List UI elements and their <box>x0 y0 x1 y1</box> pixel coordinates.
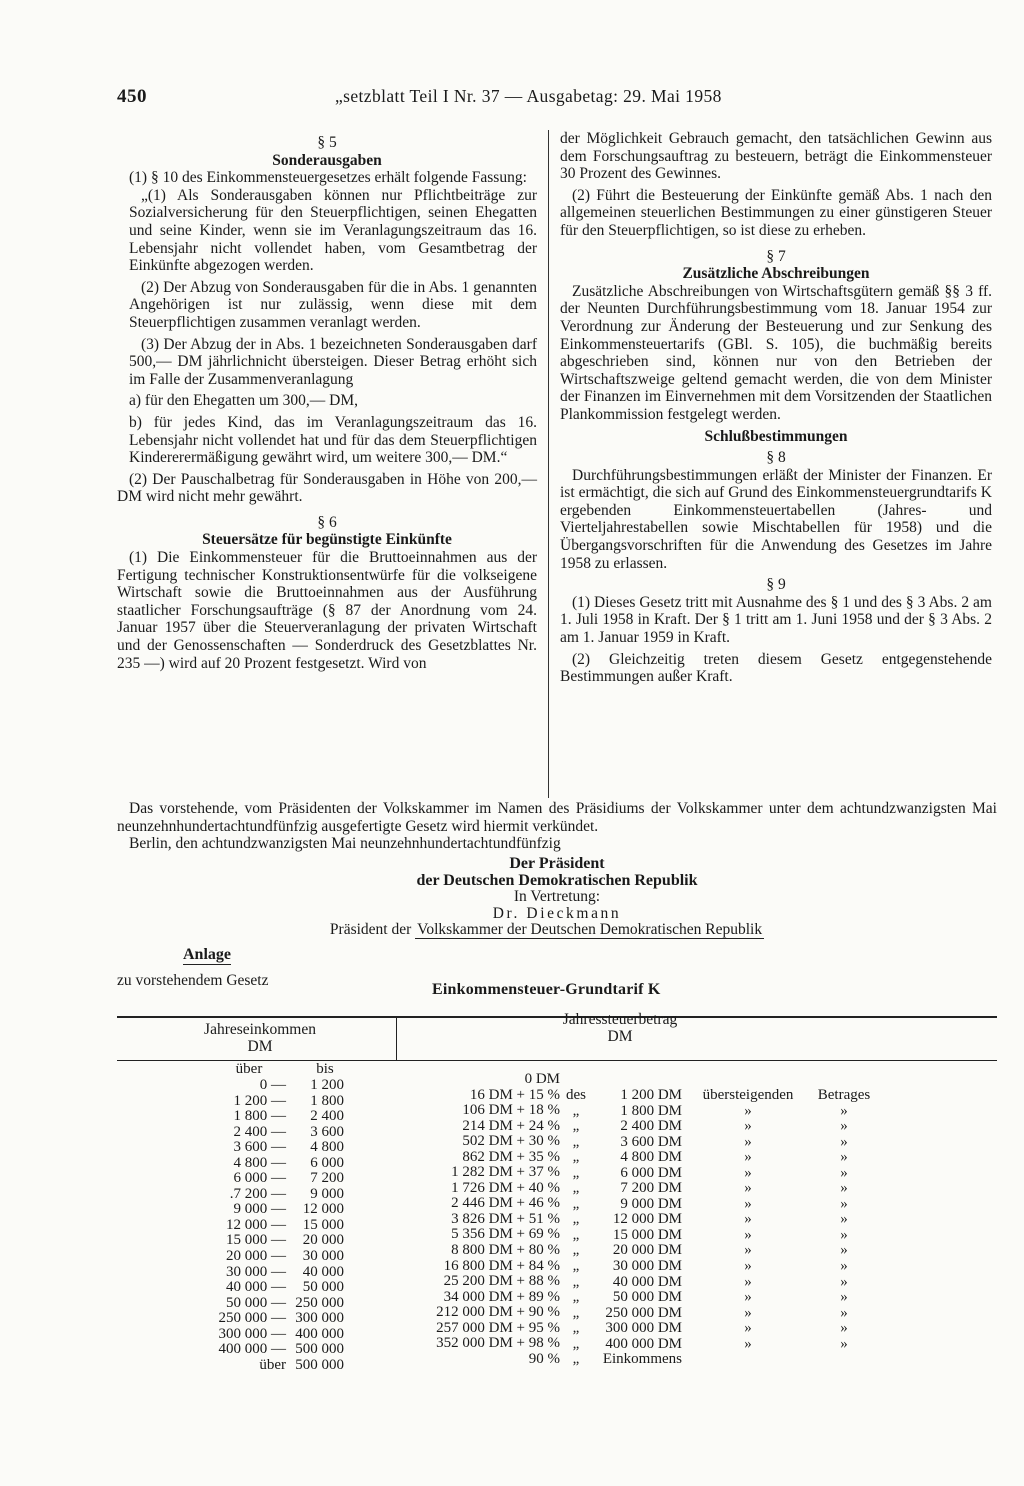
table-des-cell-14: „ <box>572 1289 580 1306</box>
section-5-title: Sonderausgaben <box>272 151 382 169</box>
table-to-cell-11: 30 000 <box>302 1248 344 1265</box>
left-column <box>117 134 537 672</box>
table-des-cell-1: des <box>566 1087 586 1103</box>
table-base-cell-15: 212 000 DM + 90 % <box>436 1304 560 1321</box>
table-tail2-cell-9: » <box>840 1211 848 1228</box>
table-from-cell-4: 3 600 — <box>233 1139 286 1156</box>
table-des-cell-2: „ <box>572 1102 580 1119</box>
promulgation-place-date: Berlin, den achtundzwanzigsten Mai neunzehnhundertachtundfünfzig <box>129 835 561 853</box>
table-tail1-cell-8: » <box>744 1195 752 1212</box>
table-to-cell-6: 7 200 <box>310 1170 344 1187</box>
section-7-number: § 7 <box>766 247 786 265</box>
table-from-cell-13: 40 000 — <box>226 1279 286 1296</box>
table-tail1-cell-15: » <box>744 1304 752 1321</box>
table-amount-cell-8: 9 000 DM <box>620 1195 682 1212</box>
table-base-cell-4: 502 DM + 30 % <box>462 1133 560 1150</box>
table-base-cell-17: 352 000 DM + 98 % <box>436 1335 560 1352</box>
quoted-paragraph-2: (2) Der Abzug von Sonderausgaben für die in Abs. 1 genannten Angehörigen ist nur zulässig, wenn diese mit dem Steuerpflichtigen zusammen veranlagt werden. <box>129 278 537 331</box>
table-base-cell-6: 1 282 DM + 37 % <box>451 1164 560 1181</box>
table-base-cell-7: 1 726 DM + 40 % <box>451 1179 560 1196</box>
table-base-cell-3: 214 DM + 24 % <box>462 1117 560 1134</box>
table-tail2-cell-14: » <box>840 1289 848 1306</box>
table-tail1-cell-11: » <box>744 1242 752 1259</box>
table-to-cell-16: 400 000 <box>295 1325 344 1342</box>
table-tail2-cell-11: » <box>840 1242 848 1259</box>
table-tail2-cell-10: » <box>840 1226 848 1243</box>
table-column-to <box>290 1078 344 1373</box>
table-tail2-cell-12: » <box>840 1258 848 1275</box>
table-base-cell-2: 106 DM + 18 % <box>462 1102 560 1119</box>
section-7-paragraph: Zusätzliche Abschreibungen von Wirtschaftsgütern gemäß §§ 3 ff. der Neunten Durchführungsbestimmung vom 18. Januar 1954 zur Verordnung zur Änderung der Besteuerung und zur Senkung des Einkommensteuertarifs (GBl. S. 105), die buchmäßig bereits abgeschrieben sind, können nur von den Betrieben der Wirtschaftszweige geltend gemacht werden, die von dem Minister der Finanzen im Einvernehmen mit dem Vorsitzenden der Staatlichen Plankommission festgelegt werden. <box>560 282 992 423</box>
table-to-cell-4: 4 800 <box>310 1139 344 1156</box>
table-tail1-cell-4: » <box>744 1133 752 1150</box>
table-from-cell-5: 4 800 — <box>233 1154 286 1171</box>
table-base-cell-10: 5 356 DM + 69 % <box>451 1226 560 1243</box>
signature-office <box>107 922 987 939</box>
table-des-cell-3: „ <box>572 1118 580 1135</box>
table-base-cell-1: 16 DM + 15 % <box>469 1086 560 1103</box>
signature-line-1: Der Präsident <box>509 855 605 872</box>
table-des-cell-7: „ <box>572 1180 580 1197</box>
section-6-title: Steuersätze für begünstigte Einkünfte <box>202 531 452 549</box>
table-base-cell-9: 3 826 DM + 51 % <box>451 1210 560 1227</box>
table-tail1-cell-13: » <box>744 1273 752 1290</box>
table-des-cell-16: „ <box>572 1320 580 1337</box>
table-from-cell-17: 400 000 — <box>218 1341 286 1358</box>
table-tail1-cell-7: » <box>744 1180 752 1197</box>
table-tail1-cell-17: » <box>744 1335 752 1352</box>
table-from-cell-0: 0 — <box>259 1077 286 1093</box>
table-tail1-cell-14: » <box>744 1289 752 1306</box>
table-base-cell-0: 0 DM <box>524 1071 560 1087</box>
table-amount-cell-13: 40 000 DM <box>612 1273 682 1290</box>
table-amount-cell-6: 6 000 DM <box>620 1164 682 1181</box>
table-from-cell-9: 12 000 — <box>226 1216 286 1233</box>
column-divider <box>548 130 549 798</box>
section-9-paragraph-1: (1) Dieses Gesetz tritt mit Ausnahme des § 1 und des § 3 Abs. 2 am 1. Juli 1958 in Kraft. Der § 1 tritt am 1. Juni 1958 und der § 3 Abs. 2 am 1. Januar 1959 in Kraft. <box>560 593 992 647</box>
table-to-cell-15: 300 000 <box>295 1310 344 1327</box>
table-column-des <box>562 1088 590 1368</box>
signature-line-2: der Deutschen Demokratischen Republik <box>416 871 698 889</box>
table-tail2-cell-3: » <box>840 1118 848 1135</box>
table-from-cell-8: 9 000 — <box>233 1201 286 1218</box>
annex-title: Anlage <box>183 946 231 963</box>
section-6-continued: der Möglichkeit Gebrauch gemacht, den tatsächlichen Gewinn aus dem Forschungsauftrag zu besteuern, beträgt die Einkommensteuer 30 Prozent des Gewinnes. <box>560 130 992 183</box>
section-7-title: Zusätzliche Abschreibungen <box>682 265 870 283</box>
table-to-cell-17: 500 000 <box>295 1341 344 1358</box>
table-amount-cell-1: 1 200 DM <box>620 1087 682 1103</box>
table-amount-cell-2: 1 800 DM <box>620 1102 682 1119</box>
table-column-rule <box>396 1017 397 1061</box>
table-tail2-cell-1: Betrages <box>817 1087 871 1103</box>
table-tail1-cell-12: » <box>744 1258 752 1275</box>
table-amount-cell-3: 2 400 DM <box>620 1118 682 1135</box>
table-amount-cell-11: 20 000 DM <box>612 1242 682 1259</box>
table-from-cell-2: 1 800 — <box>233 1108 286 1125</box>
signature-office-prefix: Präsident der <box>329 921 412 938</box>
signature-name: Dr. Dieckmann <box>492 904 622 922</box>
table-tail1-cell-2: » <box>744 1102 752 1119</box>
quoted-paragraph-1: „(1) Als Sonderausgaben können nur Pflichtbeiträge zur Sozialversicherung für den Steuerpflichtigen, seinen Ehegatten und seine Kinder, wenn sie im Veranlagungszeitraum das 16. Lebensjahr nicht vollendet haben, vom Gesamtbetrag der Einkünfte abgezogen werden. <box>129 186 537 275</box>
table-tail2-cell-18 <box>808 1352 880 1368</box>
header-title: „setzblatt Teil I Nr. 37 — Ausgabetag: 29. Mai 1958 <box>335 86 722 106</box>
table-tail2-cell-17: » <box>840 1335 848 1352</box>
table-from-cell-14: 50 000 — <box>226 1294 286 1311</box>
table-amount-cell-12: 30 000 DM <box>612 1258 682 1275</box>
table-tail2-cell-13: » <box>840 1273 848 1290</box>
table-base-cell-12: 16 800 DM + 84 % <box>443 1257 560 1274</box>
signature-block <box>117 856 997 939</box>
table-column-base <box>390 1072 560 1367</box>
table-base-cell-5: 862 DM + 35 % <box>462 1148 560 1165</box>
table-to-cell-8: 12 000 <box>302 1201 344 1218</box>
table-des-cell-8: „ <box>572 1195 580 1212</box>
table-amount-cell-14: 50 000 DM <box>612 1289 682 1306</box>
table-column-tail-2 <box>808 1088 880 1368</box>
table-des-cell-18: „ <box>572 1351 580 1368</box>
table-amount-cell-10: 15 000 DM <box>612 1226 682 1243</box>
table-from-cell-1: 1 200 — <box>233 1092 286 1109</box>
page-header <box>117 88 997 110</box>
table-base-cell-13: 25 200 DM + 88 % <box>443 1273 560 1290</box>
table-tail2-cell-16: » <box>840 1320 848 1337</box>
table-base-cell-11: 8 800 DM + 80 % <box>451 1242 560 1259</box>
table-to-cell-5: 6 000 <box>310 1154 344 1171</box>
table-base-cell-8: 2 446 DM + 46 % <box>451 1195 560 1212</box>
table-from-cell-16: 300 000 — <box>218 1325 286 1342</box>
table-des-cell-10: „ <box>572 1226 580 1243</box>
promulgation <box>117 800 997 853</box>
table-tail2-cell-4: » <box>840 1133 848 1150</box>
table-des-cell-5: „ <box>572 1149 580 1166</box>
table-des-cell-17: „ <box>572 1335 580 1352</box>
section-5-paragraph-1: (1) § 10 des Einkommensteuergesetzes erhält folgende Fassung: <box>129 169 527 187</box>
section-9-paragraph-2: (2) Gleichzeitig treten diesem Gesetz entgegenstehende Bestimmungen außer Kraft. <box>560 650 992 686</box>
quoted-item-b: b) für jedes Kind, das im Veranlagungszeitraum das 16. Lebensjahr nicht vollendet hat und für das dem Steuerpflichtigen Kindererermäßigung gewährt wird, um weitere 300,— DM.“ <box>129 413 537 467</box>
table-tail1-cell-16: » <box>744 1320 752 1337</box>
table-label-ueber: über <box>235 1061 263 1077</box>
table-amount-cell-16: 300 000 DM <box>605 1320 682 1337</box>
section-5-quoted-text <box>117 187 537 467</box>
table-des-cell-11: „ <box>572 1242 580 1259</box>
section-8-number: § 8 <box>766 449 786 467</box>
final-provisions-title: Schlußbestimmungen <box>704 427 848 445</box>
table-tail1-cell-3: » <box>744 1118 752 1135</box>
table-tail2-cell-15: » <box>840 1304 848 1321</box>
table-from-cell-7: .7 200 — <box>229 1185 286 1202</box>
table-tail2-cell-2: » <box>840 1102 848 1119</box>
table-tail2-cell-8: » <box>840 1195 848 1212</box>
table-tail1-cell-6: » <box>744 1164 752 1181</box>
table-from-cell-12: 30 000 — <box>226 1263 286 1280</box>
table-from-cell-6: 6 000 — <box>233 1170 286 1187</box>
page-number: 450 <box>117 86 147 107</box>
table-tail1-cell-9: » <box>744 1211 752 1228</box>
table-amount-cell-4: 3 600 DM <box>620 1133 682 1150</box>
table-base-cell-16: 257 000 DM + 95 % <box>436 1319 560 1336</box>
table-amount-cell-9: 12 000 DM <box>612 1211 682 1228</box>
table-from-cell-3: 2 400 — <box>233 1123 286 1140</box>
right-column <box>560 130 992 686</box>
table-from-cell-15: 250 000 — <box>218 1310 286 1327</box>
table-tail1-cell-18 <box>688 1352 808 1368</box>
table-to-cell-12: 40 000 <box>302 1263 344 1280</box>
table-to-cell-14: 250 000 <box>295 1294 344 1311</box>
table-to-cell-0: 1 200 <box>310 1077 344 1093</box>
table-des-cell-4: „ <box>572 1133 580 1150</box>
table-column-from <box>180 1078 286 1373</box>
table-amount-cell-17: 400 000 DM <box>605 1335 682 1352</box>
table-header-income: Jahreseinkommen DM <box>204 1021 316 1055</box>
signature-line-3: In Vertretung: <box>513 888 601 905</box>
table-header-tax: Jahressteuerbetrag DM <box>562 1011 678 1045</box>
section-5-number: § 5 <box>317 134 337 151</box>
table-from-cell-11: 20 000 — <box>226 1248 286 1265</box>
section-9-number: § 9 <box>766 576 786 594</box>
table-tail2-cell-7: » <box>840 1180 848 1197</box>
table-tail1-cell-1: übersteigenden <box>702 1087 794 1103</box>
table-des-cell-13: „ <box>572 1273 580 1290</box>
table-to-cell-10: 20 000 <box>302 1232 344 1249</box>
table-to-cell-3: 3 600 <box>310 1123 344 1140</box>
section-5-paragraph-2: (2) Der Pauschalbetrag für Sonderausgaben in Höhe von 200,— DM wird nicht mehr gewährt. <box>117 470 537 506</box>
table-tail1-cell-10: » <box>744 1226 752 1243</box>
table-amount-cell-7: 7 200 DM <box>620 1180 682 1197</box>
section-6-paragraph-2: (2) Führt die Besteuerung der Einkünfte gemäß Abs. 1 nach den allgemeinen steuerlichen Bestimmungen zu einer günstigeren Steuer für den Steuerpflichtigen, so ist diese zu erheben. <box>560 186 992 239</box>
promulgation-text: Das vorstehende, vom Präsidenten der Volkskammer im Namen des Präsidiums der Volkskammer unter dem achtundzwanzigsten Mai neunzehnhundertachtundfünfzig ausgefertigte Gesetz wird hiermit verkündet. <box>117 800 997 835</box>
signature-office-body: Volkskammer der Deutschen Demokratischen Republik <box>417 921 763 938</box>
table-column-amount <box>590 1088 682 1368</box>
table-des-cell-12: „ <box>572 1258 580 1275</box>
table-base-cell-14: 34 000 DM + 89 % <box>443 1288 560 1305</box>
section-6-number: § 6 <box>317 513 337 531</box>
section-8-paragraph: Durchführungsbestimmungen erläßt der Minister der Finanzen. Er ist ermächtigt, die sich auf Grund des Einkommensteuergrundtarifs K ergebenden Einkommensteuertabellen (Jahres- und Vierteljahrestabellen sowie Mischtabellen für 1958) und die Übergangsvorschriften für die Anwendung des Gesetzes im Jahre 1958 zu erlassen. <box>560 466 992 572</box>
table-column-tail-1 <box>688 1088 808 1368</box>
quoted-paragraph-3: (3) Der Abzug der in Abs. 1 bezeichneten Sonderausgaben darf 500,— DM jährlichnicht übersteigen. Dieser Betrag erhöht sich im Falle der Zusammenveranlagung <box>129 335 537 388</box>
table-amount-cell-5: 4 800 DM <box>620 1149 682 1166</box>
table-base-cell-18: 90 % <box>528 1350 560 1367</box>
table-from-cell-18: über <box>259 1356 286 1373</box>
table-to-cell-9: 15 000 <box>302 1216 344 1233</box>
annex-subtitle: zu vorstehendem Gesetz <box>117 972 269 989</box>
quoted-item-a: a) für den Ehegatten um 300,— DM, <box>129 392 358 410</box>
table-to-cell-7: 9 000 <box>310 1185 344 1202</box>
table-tail1-cell-5: » <box>744 1149 752 1166</box>
table-tail2-cell-5: » <box>840 1149 848 1166</box>
table-des-cell-6: „ <box>572 1164 580 1181</box>
tariff-title: Einkommensteuer-Grundtarif K <box>432 981 661 998</box>
table-to-cell-1: 1 800 <box>310 1092 344 1109</box>
table-from-cell-10: 15 000 — <box>226 1232 286 1249</box>
section-6-paragraph-1: (1) Die Einkommensteuer für die Bruttoeinnahmen aus der Fertigung technischer Konstruktionsentwürfe für die volkseigene Wirtschaft sowie die Bruttoeinnahmen aus der Ausführung staatlicher Forschungsaufträge (§ 87 der Anordnung vom 24. Januar 1957 über die Steuerveranlagung der privaten Wirtschaft und der Genossenschaften — Sonderdruck des Gesetzblattes Nr. 235 —) wird auf 20 Prozent festgesetzt. Wird von <box>117 549 537 672</box>
table-to-cell-2: 2 400 <box>310 1108 344 1125</box>
table-amount-cell-18: Einkommens <box>602 1351 682 1368</box>
table-amount-cell-15: 250 000 DM <box>605 1304 682 1321</box>
table-des-cell-9: „ <box>572 1211 580 1228</box>
table-to-cell-18: 500 000 <box>295 1356 344 1373</box>
table-des-cell-15: „ <box>572 1304 580 1321</box>
table-label-bis: bis <box>316 1061 334 1077</box>
table-tail2-cell-6: » <box>840 1164 848 1181</box>
table-to-cell-13: 50 000 <box>302 1279 344 1296</box>
